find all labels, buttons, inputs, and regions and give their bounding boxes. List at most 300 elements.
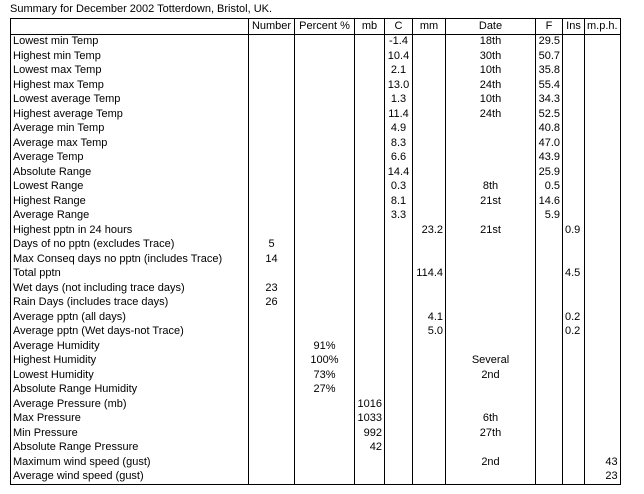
- mm-cell: [413, 93, 446, 108]
- mph-cell: [585, 383, 621, 398]
- mm-cell: [413, 78, 446, 93]
- inches-cell: [563, 354, 585, 369]
- percent-cell: [295, 310, 355, 325]
- row-label: Absolute Range: [11, 165, 249, 180]
- date-cell: 2nd: [446, 455, 536, 470]
- celsius-cell: [385, 310, 413, 325]
- date-cell: 6th: [446, 412, 536, 427]
- row-label: Average Range: [11, 209, 249, 224]
- inches-cell: [563, 93, 585, 108]
- inches-cell: [563, 426, 585, 441]
- mph-cell: [585, 412, 621, 427]
- mm-cell: [413, 180, 446, 195]
- mph-cell: [585, 368, 621, 383]
- celsius-cell: 8.1: [385, 194, 413, 209]
- fahrenheit-cell: 0.5: [536, 180, 563, 195]
- table-row: [11, 238, 621, 253]
- inches-cell: 0.9: [563, 223, 585, 238]
- mm-cell: [413, 368, 446, 383]
- mph-cell: [585, 180, 621, 195]
- table-row: [11, 455, 621, 470]
- table-row: [11, 34, 621, 49]
- number-cell: [249, 194, 295, 209]
- mm-cell: [413, 107, 446, 122]
- percent-cell: 73%: [295, 368, 355, 383]
- celsius-cell: 10.4: [385, 49, 413, 64]
- fahrenheit-cell: [536, 296, 563, 311]
- date-cell: [446, 441, 536, 456]
- date-cell: 2nd: [446, 368, 536, 383]
- number-cell: [249, 354, 295, 369]
- celsius-cell: [385, 325, 413, 340]
- date-cell: [446, 296, 536, 311]
- mph-cell: [585, 34, 621, 49]
- celsius-cell: [385, 426, 413, 441]
- date-cell: [446, 209, 536, 224]
- mb-cell: [355, 180, 385, 195]
- header-number: Number: [249, 19, 295, 35]
- table-row: [11, 441, 621, 456]
- inches-cell: [563, 339, 585, 354]
- inches-cell: [563, 49, 585, 64]
- fahrenheit-cell: [536, 325, 563, 340]
- mb-cell: [355, 107, 385, 122]
- mb-cell: [355, 34, 385, 49]
- celsius-cell: 3.3: [385, 209, 413, 224]
- celsius-cell: 11.4: [385, 107, 413, 122]
- date-cell: 21st: [446, 194, 536, 209]
- mb-cell: [355, 165, 385, 180]
- date-cell: 10th: [446, 93, 536, 108]
- percent-cell: [295, 238, 355, 253]
- number-cell: [249, 339, 295, 354]
- percent-cell: 100%: [295, 354, 355, 369]
- mb-cell: [355, 122, 385, 137]
- mb-cell: [355, 151, 385, 166]
- number-cell: [249, 34, 295, 49]
- row-label: Maximum wind speed (gust): [11, 455, 249, 470]
- number-cell: [249, 441, 295, 456]
- table-row: [11, 64, 621, 79]
- fahrenheit-cell: 35.8: [536, 64, 563, 79]
- number-cell: [249, 383, 295, 398]
- table-row: [11, 107, 621, 122]
- mm-cell: [413, 426, 446, 441]
- header-row: [11, 19, 621, 35]
- table-row: [11, 339, 621, 354]
- row-label: Average pptn (Wet days-not Trace): [11, 325, 249, 340]
- mb-cell: [355, 209, 385, 224]
- summary-table: [10, 18, 621, 485]
- number-cell: [249, 107, 295, 122]
- date-cell: 27th: [446, 426, 536, 441]
- mm-cell: [413, 339, 446, 354]
- mm-cell: 4.1: [413, 310, 446, 325]
- mb-cell: [355, 354, 385, 369]
- fahrenheit-cell: 25.9: [536, 165, 563, 180]
- number-cell: [249, 64, 295, 79]
- number-cell: [249, 223, 295, 238]
- table-row: [11, 397, 621, 412]
- table-row: [11, 136, 621, 151]
- date-cell: [446, 122, 536, 137]
- celsius-cell: [385, 441, 413, 456]
- table-row: [11, 194, 621, 209]
- fahrenheit-cell: 40.8: [536, 122, 563, 137]
- table-row: [11, 470, 621, 485]
- celsius-cell: [385, 238, 413, 253]
- date-cell: [446, 165, 536, 180]
- mm-cell: [413, 252, 446, 267]
- header-mb: mb: [355, 19, 385, 35]
- fahrenheit-cell: [536, 339, 563, 354]
- date-cell: [446, 252, 536, 267]
- mm-cell: [413, 470, 446, 485]
- fahrenheit-cell: 29.5: [536, 34, 563, 49]
- percent-cell: [295, 223, 355, 238]
- inches-cell: [563, 281, 585, 296]
- celsius-cell: 1.3: [385, 93, 413, 108]
- percent-cell: 91%: [295, 339, 355, 354]
- fahrenheit-cell: 55.4: [536, 78, 563, 93]
- mph-cell: [585, 194, 621, 209]
- header-fahrenheit: F: [536, 19, 563, 35]
- date-cell: [446, 339, 536, 354]
- header-mph: m.p.h.: [585, 19, 621, 35]
- fahrenheit-cell: [536, 412, 563, 427]
- percent-cell: [295, 64, 355, 79]
- date-cell: [446, 281, 536, 296]
- percent-cell: [295, 441, 355, 456]
- number-cell: [249, 93, 295, 108]
- inches-cell: [563, 455, 585, 470]
- mph-cell: [585, 49, 621, 64]
- date-cell: 10th: [446, 64, 536, 79]
- inches-cell: [563, 151, 585, 166]
- mb-cell: 992: [355, 426, 385, 441]
- mb-cell: 42: [355, 441, 385, 456]
- percent-cell: [295, 252, 355, 267]
- row-label: Average Temp: [11, 151, 249, 166]
- celsius-cell: 2.1: [385, 64, 413, 79]
- mb-cell: [355, 238, 385, 253]
- date-cell: [446, 383, 536, 398]
- celsius-cell: 4.9: [385, 122, 413, 137]
- table-row: [11, 325, 621, 340]
- mph-cell: [585, 136, 621, 151]
- date-cell: 24th: [446, 78, 536, 93]
- celsius-cell: [385, 267, 413, 282]
- number-cell: 5: [249, 238, 295, 253]
- header-celsius: C: [385, 19, 413, 35]
- percent-cell: [295, 49, 355, 64]
- inches-cell: [563, 180, 585, 195]
- number-cell: [249, 136, 295, 151]
- fahrenheit-cell: 47.0: [536, 136, 563, 151]
- table-row: [11, 412, 621, 427]
- row-label: Highest max Temp: [11, 78, 249, 93]
- mph-cell: [585, 325, 621, 340]
- date-cell: 8th: [446, 180, 536, 195]
- celsius-cell: [385, 383, 413, 398]
- inches-cell: [563, 383, 585, 398]
- table-row: [11, 383, 621, 398]
- row-label: Min Pressure: [11, 426, 249, 441]
- inches-cell: [563, 64, 585, 79]
- mph-cell: [585, 122, 621, 137]
- percent-cell: [295, 325, 355, 340]
- celsius-cell: [385, 368, 413, 383]
- fahrenheit-cell: [536, 310, 563, 325]
- mph-cell: [585, 223, 621, 238]
- celsius-cell: [385, 223, 413, 238]
- date-cell: Several: [446, 354, 536, 369]
- mb-cell: [355, 281, 385, 296]
- inches-cell: [563, 107, 585, 122]
- row-label: Total pptn: [11, 267, 249, 282]
- table-row: [11, 223, 621, 238]
- mb-cell: [355, 455, 385, 470]
- sheet-title: Summary for December 2002 Totterdown, Bristol, UK.: [10, 3, 273, 15]
- mm-cell: [413, 64, 446, 79]
- row-label: Average Humidity: [11, 339, 249, 354]
- row-label: Average pptn (all days): [11, 310, 249, 325]
- number-cell: [249, 151, 295, 166]
- table-row: [11, 368, 621, 383]
- fahrenheit-cell: [536, 281, 563, 296]
- mph-cell: 43: [585, 455, 621, 470]
- percent-cell: [295, 78, 355, 93]
- mph-cell: [585, 441, 621, 456]
- percent-cell: [295, 93, 355, 108]
- celsius-cell: [385, 455, 413, 470]
- mb-cell: 1016: [355, 397, 385, 412]
- date-cell: 30th: [446, 49, 536, 64]
- table-row: [11, 209, 621, 224]
- mph-cell: [585, 252, 621, 267]
- mm-cell: [413, 209, 446, 224]
- mph-cell: [585, 165, 621, 180]
- date-cell: [446, 325, 536, 340]
- row-label: Absolute Range Pressure: [11, 441, 249, 456]
- celsius-cell: [385, 470, 413, 485]
- table-row: [11, 49, 621, 64]
- mb-cell: [355, 223, 385, 238]
- mm-cell: [413, 397, 446, 412]
- percent-cell: [295, 209, 355, 224]
- mm-cell: [413, 194, 446, 209]
- mph-cell: [585, 78, 621, 93]
- mm-cell: [413, 412, 446, 427]
- fahrenheit-cell: 14.6: [536, 194, 563, 209]
- mph-cell: [585, 238, 621, 253]
- table-row: [11, 180, 621, 195]
- number-cell: [249, 426, 295, 441]
- percent-cell: [295, 122, 355, 137]
- mph-cell: [585, 426, 621, 441]
- fahrenheit-cell: [536, 238, 563, 253]
- header-mm: mm: [413, 19, 446, 35]
- date-cell: [446, 267, 536, 282]
- table-row: [11, 310, 621, 325]
- row-label: Rain Days (includes trace days): [11, 296, 249, 311]
- inches-cell: [563, 412, 585, 427]
- mm-cell: [413, 281, 446, 296]
- percent-cell: [295, 397, 355, 412]
- number-cell: [249, 325, 295, 340]
- date-cell: 21st: [446, 223, 536, 238]
- inches-cell: [563, 252, 585, 267]
- mph-cell: [585, 209, 621, 224]
- percent-cell: 27%: [295, 383, 355, 398]
- mb-cell: [355, 64, 385, 79]
- mm-cell: [413, 238, 446, 253]
- mph-cell: [585, 281, 621, 296]
- table-row: [11, 296, 621, 311]
- mb-cell: [355, 49, 385, 64]
- inches-cell: [563, 441, 585, 456]
- mph-cell: [585, 339, 621, 354]
- header-date: Date: [446, 19, 536, 35]
- row-label: Highest Humidity: [11, 354, 249, 369]
- header-inches: Ins: [563, 19, 585, 35]
- inches-cell: [563, 238, 585, 253]
- fahrenheit-cell: [536, 470, 563, 485]
- date-cell: [446, 136, 536, 151]
- table-row: [11, 354, 621, 369]
- mm-cell: [413, 455, 446, 470]
- table-row: [11, 426, 621, 441]
- mph-cell: [585, 93, 621, 108]
- row-label: Highest Range: [11, 194, 249, 209]
- mb-cell: 1033: [355, 412, 385, 427]
- mb-cell: [355, 368, 385, 383]
- mb-cell: [355, 267, 385, 282]
- mm-cell: [413, 165, 446, 180]
- inches-cell: [563, 34, 585, 49]
- mb-cell: [355, 194, 385, 209]
- mph-cell: 23: [585, 470, 621, 485]
- percent-cell: [295, 267, 355, 282]
- number-cell: [249, 78, 295, 93]
- mm-cell: [413, 49, 446, 64]
- fahrenheit-cell: [536, 223, 563, 238]
- mph-cell: [585, 64, 621, 79]
- mph-cell: [585, 354, 621, 369]
- fahrenheit-cell: [536, 426, 563, 441]
- percent-cell: [295, 151, 355, 166]
- row-label: Lowest average Temp: [11, 93, 249, 108]
- mm-cell: [413, 354, 446, 369]
- header-percent: Percent %: [295, 19, 355, 35]
- inches-cell: [563, 296, 585, 311]
- percent-cell: [295, 34, 355, 49]
- row-label: Average wind speed (gust): [11, 470, 249, 485]
- percent-cell: [295, 194, 355, 209]
- mb-cell: [355, 296, 385, 311]
- inches-cell: [563, 136, 585, 151]
- percent-cell: [295, 412, 355, 427]
- mb-cell: [355, 93, 385, 108]
- inches-cell: [563, 470, 585, 485]
- percent-cell: [295, 470, 355, 485]
- percent-cell: [295, 165, 355, 180]
- row-label: Max Conseq days no pptn (includes Trace): [11, 252, 249, 267]
- celsius-cell: 13.0: [385, 78, 413, 93]
- fahrenheit-cell: 43.9: [536, 151, 563, 166]
- date-cell: 24th: [446, 107, 536, 122]
- fahrenheit-cell: [536, 267, 563, 282]
- celsius-cell: [385, 354, 413, 369]
- number-cell: 26: [249, 296, 295, 311]
- row-label: Lowest min Temp: [11, 34, 249, 49]
- mb-cell: [355, 470, 385, 485]
- celsius-cell: 0.3: [385, 180, 413, 195]
- mph-cell: [585, 296, 621, 311]
- mm-cell: [413, 34, 446, 49]
- celsius-cell: 6.6: [385, 151, 413, 166]
- inches-cell: 4.5: [563, 267, 585, 282]
- row-label: Highest pptn in 24 hours: [11, 223, 249, 238]
- fahrenheit-cell: [536, 455, 563, 470]
- row-label: Max Pressure: [11, 412, 249, 427]
- number-cell: [249, 397, 295, 412]
- row-label: Average max Temp: [11, 136, 249, 151]
- fahrenheit-cell: 5.9: [536, 209, 563, 224]
- inches-cell: [563, 194, 585, 209]
- number-cell: [249, 470, 295, 485]
- number-cell: [249, 412, 295, 427]
- percent-cell: [295, 296, 355, 311]
- mm-cell: [413, 441, 446, 456]
- percent-cell: [295, 426, 355, 441]
- table-row: [11, 252, 621, 267]
- number-cell: [249, 165, 295, 180]
- table-row: [11, 93, 621, 108]
- table-row: [11, 281, 621, 296]
- table-row: [11, 151, 621, 166]
- mm-cell: 114.4: [413, 267, 446, 282]
- number-cell: [249, 267, 295, 282]
- row-label: Lowest Humidity: [11, 368, 249, 383]
- row-label: Lowest max Temp: [11, 64, 249, 79]
- fahrenheit-cell: [536, 252, 563, 267]
- number-cell: 14: [249, 252, 295, 267]
- inches-cell: [563, 368, 585, 383]
- mm-cell: 23.2: [413, 223, 446, 238]
- mb-cell: [355, 339, 385, 354]
- celsius-cell: 14.4: [385, 165, 413, 180]
- row-label: Average min Temp: [11, 122, 249, 137]
- mph-cell: [585, 310, 621, 325]
- percent-cell: [295, 136, 355, 151]
- number-cell: [249, 310, 295, 325]
- fahrenheit-cell: 34.3: [536, 93, 563, 108]
- date-cell: [446, 397, 536, 412]
- number-cell: [249, 209, 295, 224]
- fahrenheit-cell: [536, 368, 563, 383]
- celsius-cell: [385, 296, 413, 311]
- row-label: Lowest Range: [11, 180, 249, 195]
- fahrenheit-cell: [536, 354, 563, 369]
- celsius-cell: [385, 281, 413, 296]
- celsius-cell: 8.3: [385, 136, 413, 151]
- inches-cell: 0.2: [563, 310, 585, 325]
- row-label: Average Pressure (mb): [11, 397, 249, 412]
- fahrenheit-cell: [536, 383, 563, 398]
- row-label: Absolute Range Humidity: [11, 383, 249, 398]
- percent-cell: [295, 281, 355, 296]
